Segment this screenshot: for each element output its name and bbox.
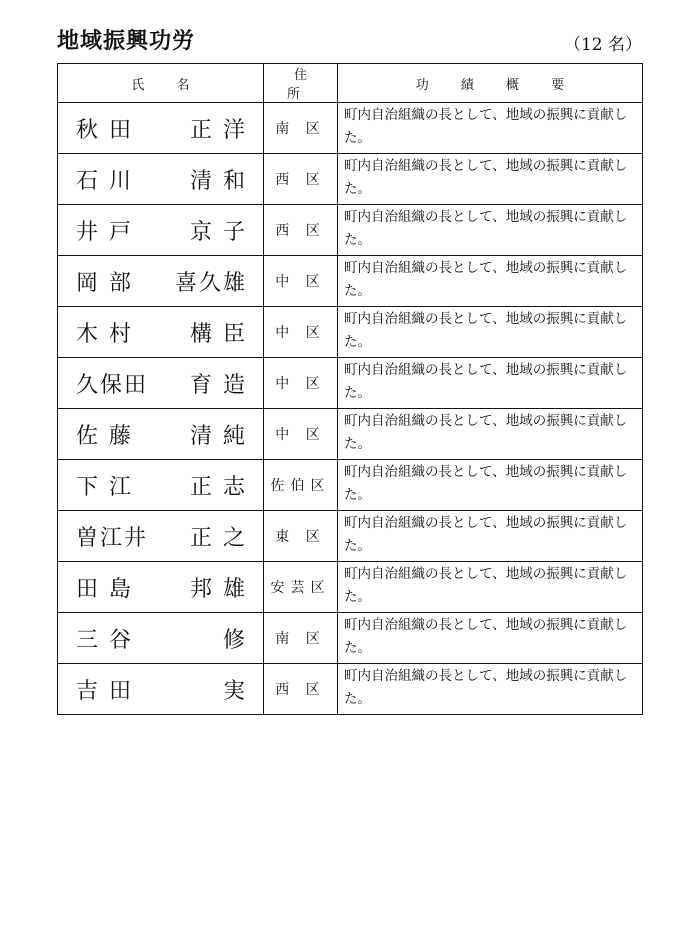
surname: 田 島 [76, 576, 133, 602]
name-cell [58, 154, 264, 205]
name-cell [58, 205, 264, 256]
table-row [58, 511, 643, 562]
surname: 岡 部 [76, 270, 133, 296]
header-name: 氏 名 [58, 64, 264, 103]
given-name: 育 造 [190, 372, 247, 398]
summary-cell: 町内自治組織の長として、地域の振興に貢献した。 [338, 154, 643, 205]
given-name: 清 純 [190, 423, 247, 449]
header-summary: 功 績 概 要 [338, 64, 643, 103]
name-cell [58, 511, 264, 562]
table-row [58, 460, 643, 511]
summary-cell: 町内自治組織の長として、地域の振興に貢献した。 [338, 256, 643, 307]
ward-cell: 安芸区 [264, 562, 338, 613]
surname: 三 谷 [76, 627, 133, 653]
given-name: 正 洋 [190, 117, 247, 143]
name-cell [58, 358, 264, 409]
name-cell [58, 664, 264, 715]
ward-cell: 中 区 [264, 256, 338, 307]
given-name: 清 和 [190, 168, 247, 194]
table-row [58, 154, 643, 205]
surname: 木 村 [76, 321, 133, 347]
name-cell [58, 562, 264, 613]
given-name: 京 子 [190, 219, 247, 245]
ward-cell: 南 区 [264, 103, 338, 154]
ward-cell: 中 区 [264, 358, 338, 409]
table-row [58, 562, 643, 613]
summary-cell: 町内自治組織の長として、地域の振興に貢献した。 [338, 613, 643, 664]
summary-cell: 町内自治組織の長として、地域の振興に貢献した。 [338, 103, 643, 154]
ward-cell: 西 区 [264, 205, 338, 256]
given-name: 喜久雄 [174, 270, 247, 296]
summary-cell: 町内自治組織の長として、地域の振興に貢献した。 [338, 409, 643, 460]
summary-cell: 町内自治組織の長として、地域の振興に貢献した。 [338, 511, 643, 562]
summary-cell: 町内自治組織の長として、地域の振興に貢献した。 [338, 460, 643, 511]
surname: 井 戸 [76, 219, 133, 245]
ward-cell: 東 区 [264, 511, 338, 562]
name-cell [58, 256, 264, 307]
table-row [58, 307, 643, 358]
surname: 吉 田 [76, 678, 133, 704]
summary-cell: 町内自治組織の長として、地域の振興に貢献した。 [338, 358, 643, 409]
ward-cell: 中 区 [264, 307, 338, 358]
surname: 久保田 [76, 372, 149, 398]
ward-cell: 中 区 [264, 409, 338, 460]
table-row [58, 256, 643, 307]
ward-cell: 西 区 [264, 154, 338, 205]
table-row [58, 409, 643, 460]
name-cell [58, 613, 264, 664]
table-row [58, 664, 643, 715]
given-name: 正 之 [190, 525, 247, 551]
table-row [58, 205, 643, 256]
table-header-row [58, 64, 643, 103]
summary-cell: 町内自治組織の長として、地域の振興に貢献した。 [338, 307, 643, 358]
given-name: 実 [222, 678, 247, 704]
given-name: 修 [222, 627, 247, 653]
surname: 下 江 [76, 474, 133, 500]
award-table [57, 63, 643, 715]
ward-cell: 南 区 [264, 613, 338, 664]
name-cell [58, 307, 264, 358]
page-title: 地域振興功労 [57, 28, 196, 54]
summary-cell: 町内自治組織の長として、地域の振興に貢献した。 [338, 562, 643, 613]
name-cell [58, 460, 264, 511]
summary-cell: 町内自治組織の長として、地域の振興に貢献した。 [338, 205, 643, 256]
table-row [58, 613, 643, 664]
given-name: 正 志 [190, 474, 247, 500]
surname: 石 川 [76, 168, 133, 194]
table-row [58, 358, 643, 409]
header-ward: 住 所 [264, 64, 338, 103]
name-cell [58, 103, 264, 154]
surname: 曽江井 [76, 525, 149, 551]
table-row [58, 103, 643, 154]
surname: 秋 田 [76, 117, 133, 143]
given-name: 構 臣 [190, 321, 247, 347]
given-name: 邦 雄 [190, 576, 247, 602]
surname: 佐 藤 [76, 423, 133, 449]
ward-cell: 西 区 [264, 664, 338, 715]
summary-cell: 町内自治組織の長として、地域の振興に貢献した。 [338, 664, 643, 715]
recipient-count: （12 名） [563, 35, 642, 55]
ward-cell: 佐伯区 [264, 460, 338, 511]
name-cell [58, 409, 264, 460]
